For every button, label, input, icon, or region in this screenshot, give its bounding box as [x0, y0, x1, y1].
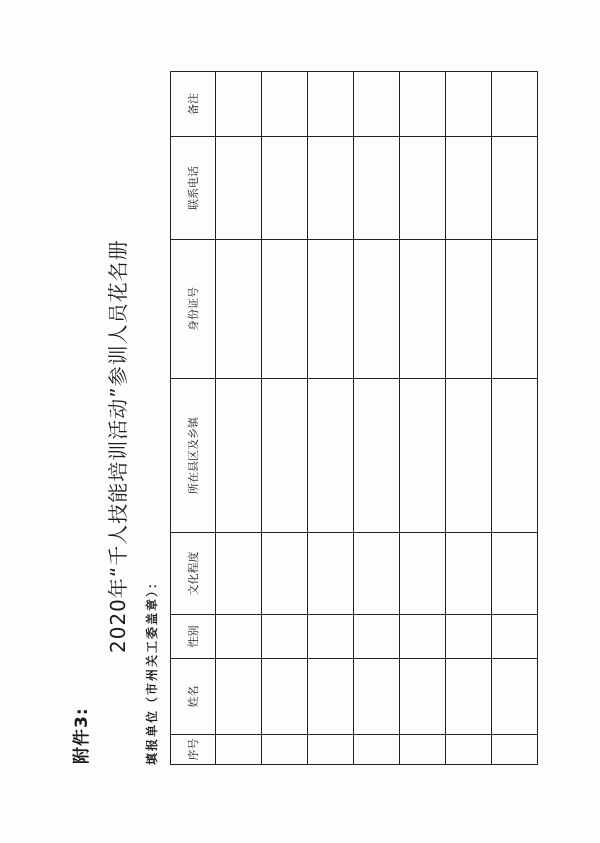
- table-cell: [262, 735, 308, 765]
- table-cell: [262, 72, 308, 137]
- table-cell: [492, 659, 538, 735]
- table-cell: [354, 615, 400, 659]
- table-cell: [308, 615, 354, 659]
- table-row: [262, 72, 308, 765]
- table-cell: [216, 615, 262, 659]
- col-header-location: 所在县区及乡镇: [171, 379, 216, 533]
- document-title: 2020年“千人技能培训活动”参训人员花名册: [106, 239, 130, 653]
- table-cell: [400, 659, 446, 735]
- table-cell: [492, 240, 538, 379]
- table-cell: [446, 659, 492, 735]
- table-row: [308, 72, 354, 765]
- table-cell: [400, 379, 446, 533]
- table-cell: [308, 735, 354, 765]
- table-cell: [446, 615, 492, 659]
- table-cell: [262, 615, 308, 659]
- table-cell: [354, 240, 400, 379]
- table-cell: [492, 137, 538, 240]
- table-cell: [308, 240, 354, 379]
- table-cell: [308, 379, 354, 533]
- table-row: [400, 72, 446, 765]
- table-cell: [354, 72, 400, 137]
- roster-table: [170, 71, 538, 765]
- col-header-name: 姓名: [171, 659, 216, 735]
- table-cell: [262, 137, 308, 240]
- table-cell: [262, 533, 308, 615]
- table-cell: [308, 659, 354, 735]
- col-header-remarks: 备注: [171, 72, 216, 137]
- col-header-phone: 联系电话: [171, 137, 216, 240]
- attachment-label: 附件3:: [72, 707, 92, 764]
- table-cell: [308, 533, 354, 615]
- table-cell: [354, 735, 400, 765]
- table-cell: [216, 379, 262, 533]
- table-cell: [262, 659, 308, 735]
- table-cell: [446, 735, 492, 765]
- table-cell: [354, 137, 400, 240]
- table-cell: [400, 735, 446, 765]
- table-row: [216, 72, 262, 765]
- table-cell: [354, 533, 400, 615]
- table-cell: [400, 72, 446, 137]
- filing-unit-label: 填报单位（市州关工委盖章）：: [145, 574, 159, 765]
- col-header-gender: 性别: [171, 615, 216, 659]
- table-cell: [216, 659, 262, 735]
- table-cell: [446, 533, 492, 615]
- col-header-index: 序号: [171, 735, 216, 765]
- table-row: [354, 72, 400, 765]
- table-cell: [216, 240, 262, 379]
- table-cell: [216, 137, 262, 240]
- table-cell: [308, 137, 354, 240]
- table-row: [492, 72, 538, 765]
- table-cell: [492, 533, 538, 615]
- table-cell: [308, 72, 354, 137]
- table-cell: [400, 137, 446, 240]
- table-cell: [400, 615, 446, 659]
- col-header-education: 文化程度: [171, 533, 216, 615]
- table-cell: [446, 72, 492, 137]
- table-cell: [492, 735, 538, 765]
- table-cell: [446, 137, 492, 240]
- header-row: [171, 72, 216, 765]
- table-cell: [216, 735, 262, 765]
- col-header-id-number: 身份证号: [171, 240, 216, 379]
- table-cell: [446, 240, 492, 379]
- table-cell: [354, 379, 400, 533]
- table-cell: [262, 379, 308, 533]
- table-cell: [492, 379, 538, 533]
- table-cell: [492, 72, 538, 137]
- table-cell: [262, 240, 308, 379]
- table-cell: [216, 72, 262, 137]
- table-cell: [492, 615, 538, 659]
- table-cell: [216, 533, 262, 615]
- table-cell: [446, 379, 492, 533]
- table-cell: [400, 240, 446, 379]
- roster-body: [216, 72, 538, 765]
- table-cell: [354, 659, 400, 735]
- table-row: [446, 72, 492, 765]
- table-cell: [400, 533, 446, 615]
